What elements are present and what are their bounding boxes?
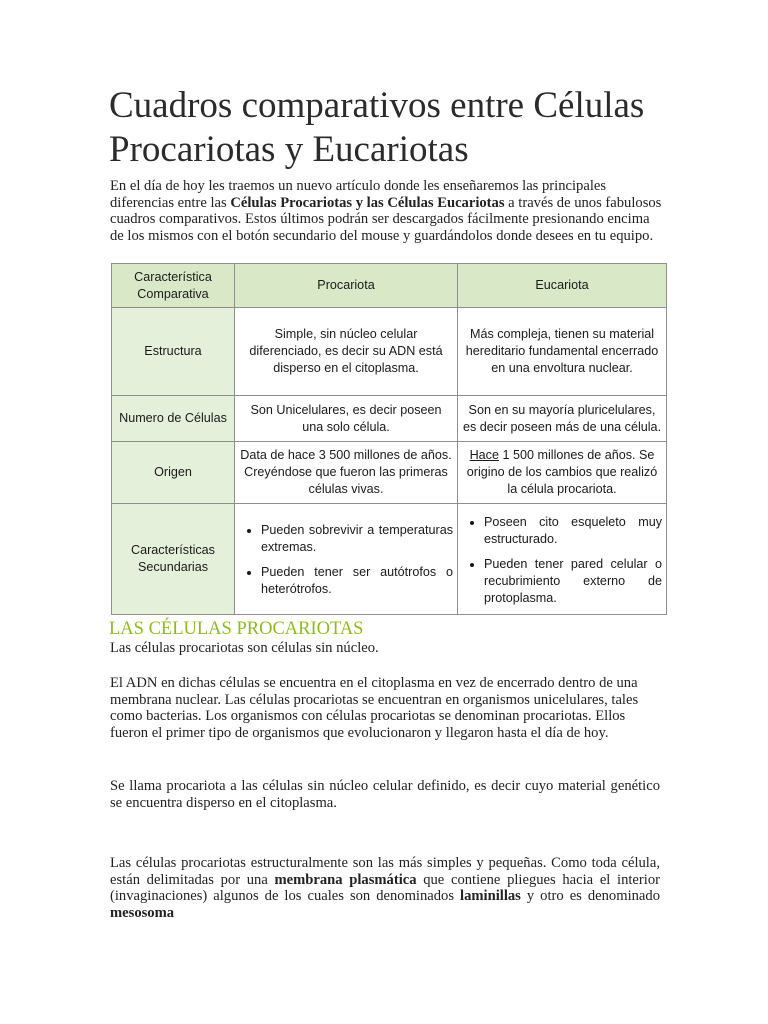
list-item: • Pueden tener ser autótrofos o heterótrofos. — [261, 564, 453, 598]
p4-bold-laminillas: laminillas — [460, 888, 521, 905]
row-label-estructura: Estructura — [112, 308, 235, 396]
p4-bold-mesosoma: mesosoma — [110, 904, 175, 921]
table-header-procariota: Procariota — [235, 264, 458, 308]
table-header-eucariota: Eucariota — [458, 264, 667, 308]
list-item: • Poseen cito esqueleto muy estructurado. — [484, 514, 662, 548]
p4-text-2: que contiene pliegues hacia el interior (invaginaciones) algunos de los cuales son denominados — [110, 871, 660, 905]
paragraph-4 — [110, 855, 660, 921]
intro-bold: Células Procariotas y las Células Eucariotas — [230, 194, 505, 211]
p4-bold-membrana: membrana plasmática — [274, 871, 417, 888]
cell-procariota-origen: Data de hace 3 500 millones de años. Creyéndose que fueron las primeras células vivas. — [235, 442, 458, 504]
cell-eucariota-origen-text: 1 500 millones de años. Se origino de los cambios que realizó la célula procariota. — [466, 448, 658, 496]
row-label-caracteristicas-secundarias: Características Secundarias — [112, 504, 235, 615]
intro-text-2: a través de unos fabulosos cuadros comparativos. Estos últimos podrán ser descargados fácilmente presionando encima de los mismos con el botón secundario del mouse y guardándolos donde desees en tu equipo. — [110, 194, 662, 244]
procariota-bullet-list — [239, 522, 453, 598]
underlined-word: Hace — [469, 448, 499, 462]
cell-eucariota-numero: Son en su mayoría pluricelulares, es decir poseen más de una célula. — [458, 396, 667, 442]
cell-procariota-secundarias — [235, 504, 458, 615]
paragraph-3: Se llama procariota a las células sin núcleo celular definido, es decir cuyo material genético se encuentra disperso en el citoplasma. — [110, 778, 660, 811]
cell-eucariota-origen — [458, 442, 667, 504]
paragraph-2: El ADN en dichas células se encuentra en el citoplasma en vez de encerrado dentro de una membrana nuclear. Las células procariotas se encuentran en organismos unicelulares, tales como bacterias. Los organismos con células procariotas se denominan procariotas. Ellos fueron el primer tipo de organismos que evolucionaron y llegaron hasta el día de hoy. — [110, 675, 639, 741]
cell-eucariota-secundarias — [458, 504, 667, 615]
page-title: Cuadros comparativos entre Células Procariotas y Eucariotas — [109, 85, 645, 170]
cell-procariota-numero: Son Unicelulares, es decir poseen una solo célula. — [235, 396, 458, 442]
section-heading: LAS CÉLULAS PROCARIOTAS — [109, 619, 364, 639]
list-item: • Pueden sobrevivir a temperaturas extremas. — [261, 522, 453, 556]
table-row — [112, 442, 667, 504]
p4-text-1: Las células procariotas estructuralmente son las más simples y pequeñas. Como toda célula, están delimitadas por una — [110, 855, 660, 888]
comparison-table — [111, 263, 667, 615]
row-label-numero-celulas: Numero de Células — [112, 396, 235, 442]
intro-text-1: En el día de hoy les traemos un nuevo artículo donde les enseñaremos las principales diferencias entre las — [110, 178, 607, 211]
eucariota-bullet-list — [462, 514, 662, 607]
p4-text-3: y otro es denominado — [520, 888, 660, 905]
intro-paragraph — [110, 178, 662, 244]
table-row — [112, 396, 667, 442]
paragraph-1: Las células procariotas son células sin núcleo. — [110, 640, 379, 656]
table-header-row — [112, 264, 667, 308]
row-label-origen: Origen — [112, 442, 235, 504]
cell-procariota-estructura: Simple, sin núcleo celular diferenciado, es decir su ADN está disperso en el citoplasma. — [235, 308, 458, 396]
cell-eucariota-estructura: Más compleja, tienen su material hereditario fundamental encerrado en una envoltura nuclear. — [458, 308, 667, 396]
table-row — [112, 308, 667, 396]
list-item: • Pueden tener pared celular o recubrimiento externo de protoplasma. — [484, 556, 662, 607]
table-header-characteristic: Característica Comparativa — [112, 264, 235, 308]
table-row — [112, 504, 667, 615]
